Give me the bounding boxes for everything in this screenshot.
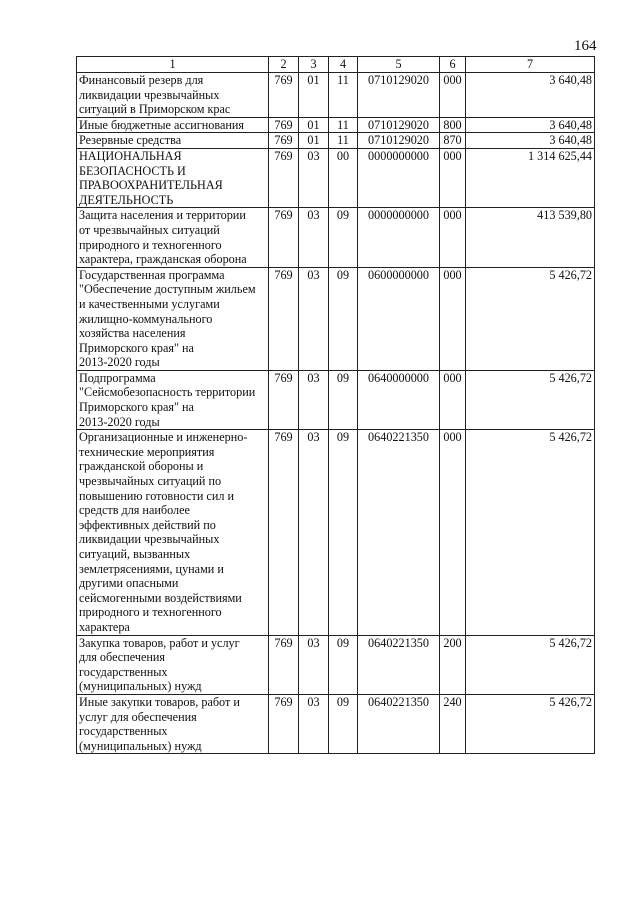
row-name: Подпрограмма "Сейсмобезопасность территории Приморского края" на 2013-2020 годы: [77, 370, 269, 429]
row-code-5: 0600000000: [358, 267, 440, 370]
table-row: [77, 117, 595, 133]
row-code-6: 240: [440, 694, 466, 753]
page-number: 164: [574, 38, 597, 54]
row-amount: 3 640,48: [466, 133, 595, 149]
row-code-2: 769: [269, 430, 299, 635]
column-header: 2: [269, 57, 299, 73]
row-code-6: 000: [440, 267, 466, 370]
row-name: Иные закупки товаров, работ и услуг для обеспечения государственных (муниципальных) нужд: [77, 694, 269, 753]
row-name: НАЦИОНАЛЬНАЯ БЕЗОПАСНОСТЬ И ПРАВООХРАНИТЕЛЬНАЯ ДЕЯТЕЛЬНОСТЬ: [77, 148, 269, 207]
row-code-4: 09: [329, 694, 358, 753]
row-code-4: 11: [329, 133, 358, 149]
row-code-6: 000: [440, 430, 466, 635]
column-header: 3: [299, 57, 329, 73]
row-code-5: 0710129020: [358, 73, 440, 118]
row-code-6: 000: [440, 208, 466, 267]
row-code-4: 11: [329, 73, 358, 118]
row-code-6: 000: [440, 73, 466, 118]
row-amount: 3 640,48: [466, 117, 595, 133]
row-code-3: 03: [299, 148, 329, 207]
row-code-5: 0640221350: [358, 635, 440, 694]
row-code-3: 01: [299, 117, 329, 133]
column-header: 7: [466, 57, 595, 73]
row-amount: 5 426,72: [466, 430, 595, 635]
row-name: Финансовый резерв для ликвидации чрезвычайных ситуаций в Приморском крас: [77, 73, 269, 118]
row-amount: 1 314 625,44: [466, 148, 595, 207]
row-name: Защита населения и территории от чрезвычайных ситуаций природного и техногенного характера, гражданская оборона: [77, 208, 269, 267]
row-amount: 413 539,80: [466, 208, 595, 267]
column-header: 6: [440, 57, 466, 73]
row-code-3: 03: [299, 370, 329, 429]
row-code-4: 11: [329, 117, 358, 133]
row-code-4: 09: [329, 208, 358, 267]
row-code-2: 769: [269, 267, 299, 370]
row-code-4: 09: [329, 430, 358, 635]
row-amount: 5 426,72: [466, 370, 595, 429]
table-row: [77, 133, 595, 149]
table-row: [77, 694, 595, 753]
row-code-3: 03: [299, 635, 329, 694]
row-code-4: 00: [329, 148, 358, 207]
row-code-5: 0640221350: [358, 430, 440, 635]
row-name: Резервные средства: [77, 133, 269, 149]
table-row: [77, 267, 595, 370]
row-code-3: 03: [299, 208, 329, 267]
table-row: [77, 370, 595, 429]
row-code-5: 0710129020: [358, 117, 440, 133]
row-code-2: 769: [269, 370, 299, 429]
budget-table: [76, 56, 595, 754]
row-code-3: 03: [299, 430, 329, 635]
row-code-4: 09: [329, 635, 358, 694]
row-code-3: 01: [299, 73, 329, 118]
row-amount: 3 640,48: [466, 73, 595, 118]
column-header: 4: [329, 57, 358, 73]
row-code-2: 769: [269, 73, 299, 118]
row-amount: 5 426,72: [466, 635, 595, 694]
table-row: [77, 635, 595, 694]
row-code-6: 870: [440, 133, 466, 149]
row-code-5: 0710129020: [358, 133, 440, 149]
row-name: Иные бюджетные ассигнования: [77, 117, 269, 133]
row-code-4: 09: [329, 267, 358, 370]
row-code-2: 769: [269, 148, 299, 207]
column-header: 5: [358, 57, 440, 73]
row-code-5: 0640221350: [358, 694, 440, 753]
row-amount: 5 426,72: [466, 267, 595, 370]
row-code-2: 769: [269, 694, 299, 753]
row-code-5: 0000000000: [358, 208, 440, 267]
row-code-6: 800: [440, 117, 466, 133]
row-code-2: 769: [269, 117, 299, 133]
row-code-3: 03: [299, 694, 329, 753]
table-row: [77, 73, 595, 118]
row-code-3: 01: [299, 133, 329, 149]
row-name: Организационные и инженерно- технические мероприятия гражданской обороны и чрезвычайных ситуаций по повышению готовности сил и средств для наиболее эффективных действий по ликвидации чрезвычайных ситуаций, вызванных землетрясениями, цунами и другими опасными сейсмогенными воздействиями природного и техногенного характера: [77, 430, 269, 635]
row-code-5: 0640000000: [358, 370, 440, 429]
row-code-6: 000: [440, 148, 466, 207]
row-code-2: 769: [269, 208, 299, 267]
row-code-3: 03: [299, 267, 329, 370]
column-header: 1: [77, 57, 269, 73]
row-name: Закупка товаров, работ и услуг для обеспечения государственных (муниципальных) нужд: [77, 635, 269, 694]
row-code-6: 200: [440, 635, 466, 694]
row-code-5: 0000000000: [358, 148, 440, 207]
row-code-2: 769: [269, 133, 299, 149]
table-row: [77, 148, 595, 207]
row-code-4: 09: [329, 370, 358, 429]
row-code-6: 000: [440, 370, 466, 429]
row-code-2: 769: [269, 635, 299, 694]
row-name: Государственная программа "Обеспечение доступным жильем и качественными услугами жилищно-коммунального хозяйства населения Приморского края" на 2013-2020 годы: [77, 267, 269, 370]
row-amount: 5 426,72: [466, 694, 595, 753]
table-row: [77, 208, 595, 267]
table-row: [77, 430, 595, 635]
header-row: [77, 57, 595, 73]
